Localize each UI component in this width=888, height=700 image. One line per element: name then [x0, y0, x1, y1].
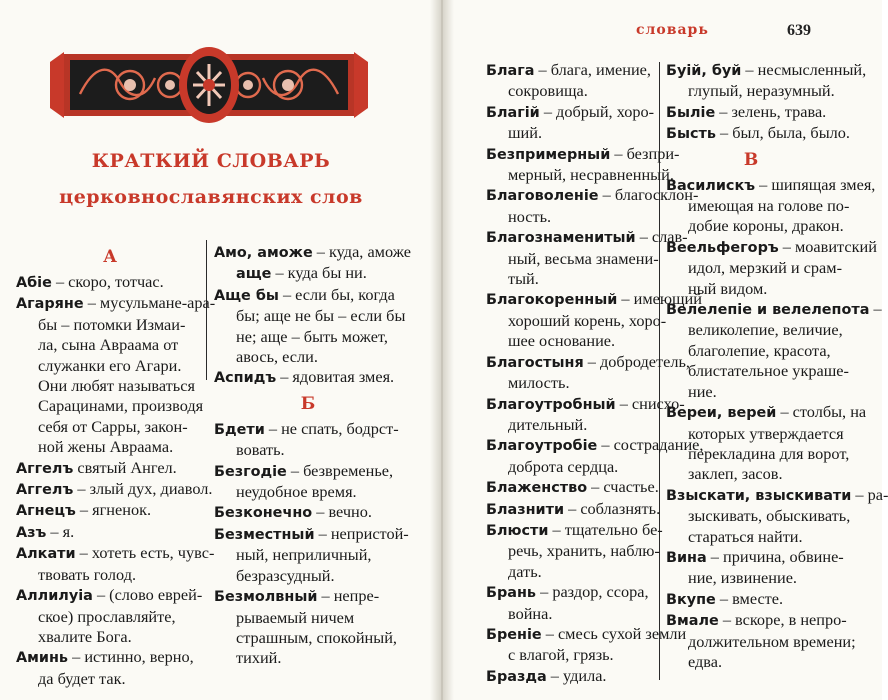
entry-definition: заклеп, засов. [688, 464, 783, 484]
dictionary-entry [486, 498, 661, 520]
entry-continuation [486, 207, 656, 227]
entry-headword: Аггелъ [16, 460, 74, 477]
entry-headword: Благій [486, 104, 540, 121]
entry-column-1 [16, 242, 216, 689]
entry-headword: аще [236, 266, 272, 283]
entry-definition: добие короны, дракон. [688, 216, 844, 236]
dictionary-entry [16, 458, 204, 479]
dictionary-entry [666, 60, 867, 81]
entry-definition: – истинно, верно, [68, 647, 194, 667]
entry-definition: – если бы, когда [278, 284, 395, 304]
entry-definition: – зелень, трава. [715, 101, 827, 121]
entry-definition: которых утверждается [688, 423, 844, 443]
entry-definition: – добрый, хоро- [539, 101, 655, 121]
entry-definition: – добродетель, [583, 351, 690, 371]
entry-column-4 [666, 60, 888, 672]
dictionary-entry [486, 435, 704, 456]
entry-continuation [486, 331, 656, 351]
entry-headword: Буій, буй [666, 63, 742, 79]
entry-definition: – столбы, на [776, 402, 867, 422]
entry-continuation [486, 165, 674, 185]
dictionary-entry [16, 479, 213, 500]
dictionary-entry [666, 546, 844, 568]
entry-continuation [666, 258, 842, 278]
entry-definition: страшным, спокойный, [236, 627, 397, 647]
entry-continuation [486, 269, 656, 289]
entry-definition: – сострадание, [597, 435, 704, 455]
entry-headword: Блаженство [486, 480, 588, 497]
entry-definition: – несмысленный, [741, 60, 867, 79]
entry-continuation [666, 527, 836, 547]
entry-definition: война. [508, 603, 553, 623]
entry-definition: – безвременье, [286, 460, 394, 480]
entry-definition: – безпри- [610, 143, 680, 163]
entry-headword: Блюсти [486, 522, 549, 539]
entry-headword: Благоутробіе [486, 438, 598, 455]
dictionary-entry [486, 289, 702, 310]
dictionary-entry [214, 285, 402, 306]
entry-headword: Бдети [214, 421, 265, 438]
entry-headword: Благокоренный [486, 292, 618, 309]
entry-continuation [214, 327, 402, 347]
dictionary-entry [214, 461, 402, 482]
entry-headword: Азъ [16, 524, 47, 541]
entry-continuation [214, 628, 402, 648]
entry-definition: ной жены Авраама. [38, 437, 174, 457]
entry-headword: Безгодіе [214, 463, 287, 480]
entry-definition: – непристой- [314, 523, 409, 543]
entry-definition: служанки его Агари. [38, 355, 182, 375]
entry-definition: – вместе. [715, 588, 784, 608]
entry-continuation [214, 347, 402, 367]
dictionary-entry [214, 263, 402, 284]
dictionary-entry [214, 586, 402, 607]
entry-definition: глупый, неразумный. [688, 81, 835, 101]
entry-definition: сокровища. [508, 81, 588, 101]
headpiece-ornament [50, 42, 368, 128]
dictionary-entry [16, 293, 216, 314]
entry-headword: Благоволеніе [486, 188, 599, 205]
entry-definition: – шипящая змея, [755, 174, 876, 194]
section-letter: А [103, 247, 117, 267]
entry-continuation [666, 568, 836, 588]
entry-definition: – был, была, было. [715, 123, 850, 143]
entry-definition: – вскоре, в непро- [718, 610, 847, 630]
entry-definition: – я. [46, 521, 75, 541]
dictionary-entry [16, 522, 204, 543]
entry-continuation [666, 464, 836, 484]
entry-definition: – блага, имение, [534, 60, 651, 79]
entry-continuation [666, 652, 836, 672]
entry-headword: Агаряне [16, 296, 84, 313]
entry-headword: Блага [486, 63, 535, 79]
entry-headword: Аще бы [214, 287, 279, 304]
entry-definition: хвалите Бога. [38, 626, 132, 646]
entry-definition: ние. [688, 381, 717, 401]
entry-headword: Алкати [16, 546, 76, 563]
dictionary-entry [666, 484, 888, 506]
dictionary-entry [214, 502, 402, 523]
entry-definition: – непре- [317, 586, 380, 606]
dictionary-entry [486, 60, 656, 81]
entry-continuation [214, 306, 406, 326]
entry-definition: ность. [508, 206, 552, 226]
entry-continuation [666, 279, 836, 299]
entry-column-2 [214, 242, 411, 669]
entry-continuation [666, 631, 856, 652]
entry-continuation [16, 417, 204, 437]
entry-headword: Василискъ [666, 177, 756, 194]
dictionary-entry [486, 666, 656, 687]
entry-continuation [214, 440, 402, 460]
entry-definition: – слав- [635, 227, 688, 247]
entry-definition: – причина, обвине- [706, 546, 844, 566]
dictionary-entry [214, 523, 409, 545]
entry-continuation [16, 376, 204, 396]
entry-definition: идол, мерзкий и срам- [688, 258, 842, 278]
entry-continuation [16, 607, 204, 627]
section-letter: Б [300, 393, 316, 414]
entry-continuation [16, 396, 204, 416]
entry-continuation [16, 335, 204, 355]
entry-definition: милость. [508, 373, 570, 393]
entry-continuation [16, 565, 204, 585]
entry-continuation [214, 566, 402, 586]
entry-definition: с влагой, грязь. [508, 645, 614, 665]
entry-definition: бы; аще не бы – если бы [236, 306, 406, 326]
entry-headword: Вина [666, 549, 707, 566]
entry-headword: Взыскати, взыскивати [666, 487, 852, 504]
dictionary-entry [16, 543, 215, 564]
entry-definition: зыскивать, обыскивать, [688, 506, 851, 526]
entry-continuation [666, 81, 836, 101]
entry-definition: – куда бы ни. [271, 263, 367, 283]
dictionary-entry [486, 351, 690, 373]
entry-definition: блистательное украше- [688, 361, 849, 381]
entry-definition: дать. [508, 561, 542, 581]
entry-continuation [486, 310, 667, 331]
entry-definition: – снисхо- [615, 393, 685, 413]
entry-definition: должительном времени; [688, 631, 856, 651]
entry-continuation [666, 216, 844, 236]
entry-definition: великолепие, величие, [688, 320, 843, 340]
entry-continuation [486, 541, 660, 561]
entry-definition: ла, сына Авраама от [38, 335, 179, 355]
entry-definition: – вечно. [312, 502, 372, 522]
entry-definition: дительный. [508, 414, 588, 434]
entry-headword: Аггелъ [16, 482, 74, 499]
entry-definition: – куда, аможе [312, 242, 411, 261]
dictionary-entry [214, 419, 402, 440]
entry-headword: Агнецъ [16, 503, 76, 520]
dictionary-entry [486, 102, 656, 123]
entry-definition: – благосклон- [598, 185, 699, 205]
entry-continuation [666, 443, 850, 464]
entry-definition: безразсудный. [236, 565, 335, 585]
entry-definition: святый Ангел. [73, 457, 177, 477]
dictionary-entry [214, 242, 411, 263]
entry-continuation [16, 356, 204, 376]
entry-definition: – раздор, ссора, [536, 582, 649, 602]
entry-definition: речь, хранить, наблю- [508, 541, 660, 561]
entry-definition: тихий. [236, 648, 282, 668]
dictionary-entry [486, 623, 687, 645]
entry-headword: Велелепіе и велелепота [666, 302, 870, 319]
entry-definition: себя от Сарры, закон- [38, 416, 188, 436]
dictionary-entry [16, 272, 204, 293]
entry-definition: благолепие, красота, [688, 340, 831, 360]
entry-continuation [214, 648, 402, 668]
entry-continuation [666, 320, 843, 340]
dictionary-entry [486, 582, 656, 603]
entry-definition: не; аще – быть может, [236, 326, 388, 346]
entry-headword: Вереи, верей [666, 405, 777, 422]
entry-headword: Безместный [214, 526, 315, 543]
entry-continuation [666, 423, 844, 444]
entry-headword: Безпримерный [486, 146, 611, 163]
entry-definition: да будет так. [38, 668, 126, 688]
entry-definition: хороший корень, хоро- [508, 310, 667, 330]
entry-headword: Аллилуіа [16, 588, 93, 605]
entry-continuation [486, 248, 659, 269]
entry-continuation [214, 608, 402, 628]
entry-continuation [666, 361, 849, 381]
entry-headword: Брань [486, 585, 537, 602]
dictionary-entry [486, 393, 685, 415]
entry-definition: – злый дух, диавол. [73, 479, 213, 499]
entry-definition: ние, извинение. [688, 568, 798, 588]
entry-definition: – счастье. [587, 477, 659, 497]
entry-headword: Бразда [486, 668, 547, 685]
entry-continuation [666, 506, 851, 526]
entry-definition: ный видом. [688, 278, 768, 298]
entry-definition: – [869, 299, 882, 319]
entry-definition: шее основание. [508, 331, 616, 351]
entry-continuation [666, 341, 836, 361]
entry-headword: Благознаменитый [486, 230, 636, 247]
entry-continuation [486, 562, 656, 582]
entry-definition: тый. [508, 269, 539, 289]
dictionary-entry [16, 500, 204, 521]
entry-continuation [486, 604, 656, 624]
entry-definition: – имеющий [617, 289, 702, 309]
entry-headword: Благоутробный [486, 396, 616, 413]
entry-definition: Сарацинами, производя [38, 396, 204, 416]
entry-continuation [486, 645, 656, 665]
entry-continuation [16, 669, 204, 689]
entry-continuation [486, 81, 656, 101]
entry-definition: – не спать, бодрст- [264, 418, 399, 438]
entry-headword: Веельфегоръ [666, 239, 779, 256]
dictionary-entry [486, 185, 699, 206]
dictionary-entry [214, 367, 402, 388]
entry-definition: – соблазнять. [564, 498, 661, 518]
entry-definition: авось, если. [236, 347, 318, 367]
book-gutter [430, 0, 454, 700]
entry-headword: Аспидъ [214, 370, 277, 387]
entry-definition: – смесь сухой земли [541, 623, 687, 643]
entry-definition: доброта сердца. [508, 456, 619, 476]
entry-definition: рываемый ничем [236, 607, 355, 627]
entry-definition: мерный, несравненный. [508, 165, 674, 185]
entry-continuation [486, 123, 656, 143]
entry-continuation [214, 545, 402, 565]
entry-headword: Вмале [666, 613, 719, 630]
dictionary-entry [486, 227, 688, 248]
dictionary-title: КРАТКИЙ СЛОВАРЬ [91, 150, 331, 172]
entry-definition: стараться найти. [688, 526, 803, 546]
entry-continuation [486, 457, 656, 477]
dictionary-entry [666, 610, 847, 631]
entry-headword: Безконечно [214, 505, 313, 522]
entry-headword: Быліе [666, 104, 716, 121]
entry-definition: – моавитский [778, 236, 877, 256]
dictionary-entry [486, 519, 663, 541]
dictionary-subtitle: церковнославянских слов [59, 186, 363, 208]
entry-definition: перекладина для ворот, [688, 443, 850, 463]
entry-definition: ское) прославляйте, [38, 606, 176, 626]
dictionary-entry [486, 477, 659, 498]
entry-definition: – тщательно бе- [548, 519, 663, 539]
dictionary-entry [16, 647, 204, 668]
dictionary-entry [666, 174, 876, 196]
entry-definition: – ядовитая змея. [276, 367, 395, 387]
entry-definition: ный, неприличный, [236, 545, 372, 565]
dictionary-entry [666, 123, 850, 144]
entry-headword: Благостыня [486, 354, 584, 371]
entry-definition: – удила. [546, 665, 607, 685]
dictionary-entry [666, 299, 882, 320]
entry-headword: Вкупе [666, 591, 716, 608]
entry-definition: ный, весьма знамени- [508, 248, 659, 268]
entry-definition: бы – потомки Измаи- [38, 314, 186, 334]
entry-definition: имеющая на голове по- [688, 196, 850, 216]
dictionary-entry [16, 585, 204, 606]
entry-definition: – хотеть есть, чувс- [75, 543, 215, 563]
entry-headword: Абіе [16, 275, 52, 291]
entry-definition: – ра- [851, 484, 888, 504]
entry-continuation [16, 315, 204, 335]
entry-definition: – ягненок. [75, 500, 152, 520]
entry-definition: едва. [688, 651, 723, 671]
entry-continuation [486, 415, 656, 435]
entry-headword: Блазнити [486, 501, 565, 518]
dictionary-entry [666, 102, 836, 123]
dictionary-entry [666, 236, 877, 258]
entry-headword: Бреніе [486, 626, 542, 643]
entry-continuation [214, 482, 402, 502]
entry-headword: Безмолвный [214, 589, 318, 606]
dictionary-entry [486, 143, 680, 165]
dictionary-entry [666, 402, 867, 423]
entry-definition: – (слово еврей- [92, 585, 203, 605]
entry-continuation [16, 437, 204, 457]
dictionary-entry [666, 589, 836, 610]
entry-continuation [16, 627, 204, 647]
entry-definition: ший. [508, 123, 543, 143]
entry-definition: вовать. [236, 440, 285, 460]
entry-continuation [666, 382, 836, 402]
entry-definition: – мусульмане-ара- [83, 293, 216, 313]
running-head: словарь [636, 22, 709, 38]
entry-definition: твовать голод. [38, 564, 137, 584]
entry-definition: неудобное время. [236, 482, 357, 502]
page-number: 639 [787, 22, 811, 39]
entry-continuation [486, 373, 656, 393]
entry-continuation [666, 196, 850, 216]
entry-headword: Аминь [16, 650, 69, 667]
entry-headword: Амо, аможе [214, 245, 313, 261]
entry-definition: Они любят называться [38, 376, 195, 396]
section-letter: В [743, 149, 759, 170]
entry-definition: – скоро, тотчас. [51, 272, 164, 291]
entry-headword: Бысть [666, 126, 716, 143]
